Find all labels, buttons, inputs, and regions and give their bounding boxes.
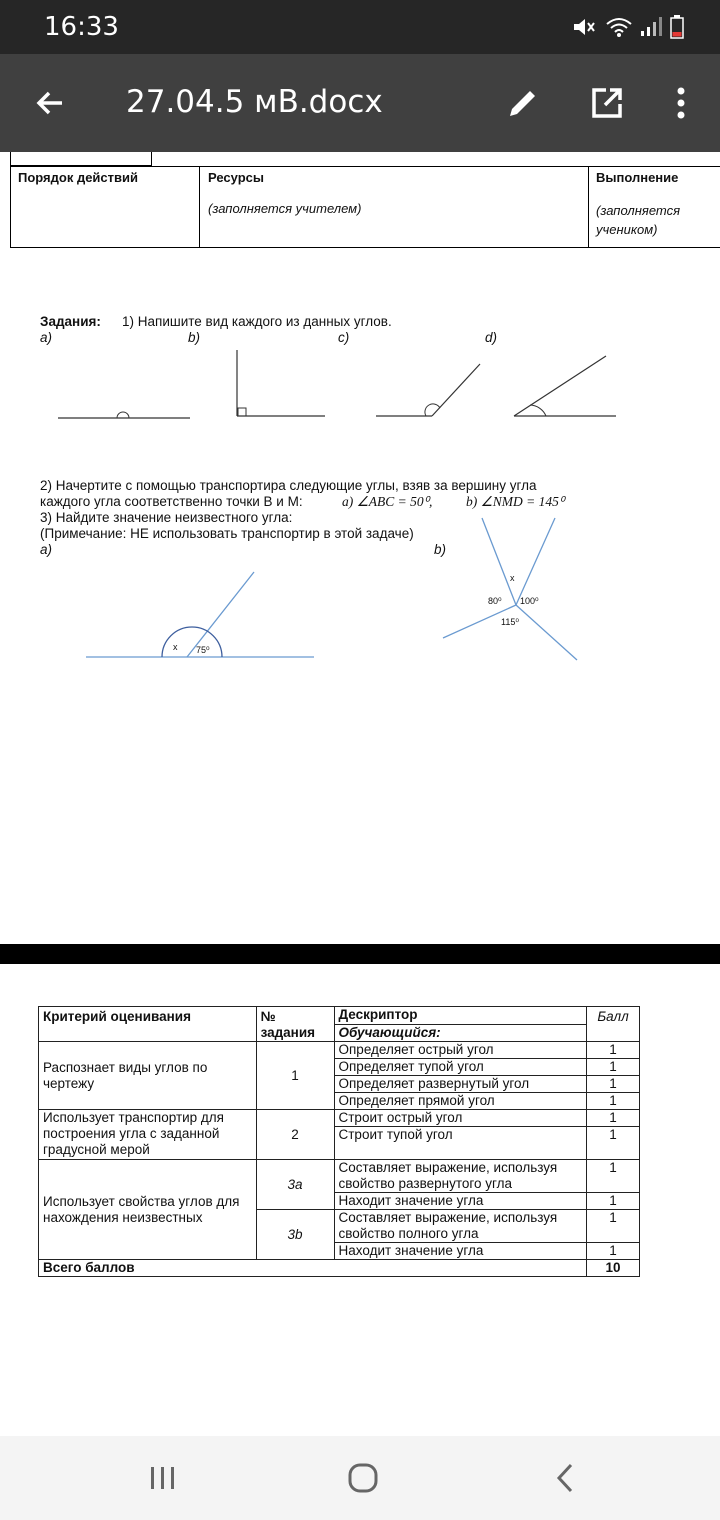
status-icons bbox=[572, 14, 684, 40]
descriptor: Строит тупой угол bbox=[334, 1127, 587, 1160]
more-vert-icon bbox=[676, 86, 686, 120]
clock: 16:33 bbox=[44, 12, 119, 42]
header-criterion: Критерий оценивания bbox=[39, 1007, 257, 1042]
criterion-3: Использует свойства углов для нахождения неизвестных bbox=[39, 1160, 257, 1260]
document-title: 27.04.5 мВ.docx bbox=[126, 84, 383, 120]
total-score: 10 bbox=[587, 1260, 640, 1277]
header-descriptor: Дескриптор bbox=[334, 1007, 587, 1025]
open-external-button[interactable] bbox=[583, 79, 631, 127]
header-procedure: Порядок действий bbox=[18, 170, 138, 185]
task-number-1: 1 bbox=[256, 1042, 334, 1110]
task-number-2: 2 bbox=[256, 1110, 334, 1160]
descriptor: Составляет выражение, используя свойство развернутого угла bbox=[334, 1160, 587, 1193]
document-page-2[interactable] bbox=[0, 964, 720, 1436]
angle-figures-task1 bbox=[0, 342, 720, 422]
navigation-bar bbox=[0, 1436, 720, 1520]
execution-note: (заполняется учеником) bbox=[596, 203, 681, 237]
edit-button[interactable] bbox=[499, 79, 547, 127]
task3-text: 3) Найдите значение неизвестного угла: bbox=[40, 510, 293, 525]
score: 1 bbox=[587, 1210, 640, 1243]
score: 1 bbox=[587, 1243, 640, 1260]
table-header-row bbox=[39, 1007, 640, 1025]
descriptor: Определяет тупой угол bbox=[334, 1059, 587, 1076]
score: 1 bbox=[587, 1193, 640, 1210]
label-a: a) bbox=[40, 330, 53, 345]
task2-b: b) ∠NMD = 145⁰ bbox=[466, 494, 565, 509]
pencil-icon bbox=[506, 86, 540, 120]
task3-label-b: b) bbox=[434, 542, 447, 557]
table-row bbox=[39, 1160, 640, 1193]
descriptor: Составляет выражение, используя свойство полного угла bbox=[334, 1210, 587, 1243]
header-student: Обучающийся: bbox=[334, 1024, 587, 1042]
score: 1 bbox=[587, 1160, 640, 1193]
back-arrow-icon bbox=[34, 87, 66, 119]
task3-label-a: a) bbox=[40, 542, 53, 557]
task3-note: (Примечание: НЕ использовать транспортир в этой задаче) bbox=[40, 526, 414, 541]
score: 1 bbox=[587, 1093, 640, 1110]
descriptor: Находит значение угла bbox=[334, 1193, 587, 1210]
open-external-icon bbox=[590, 86, 624, 120]
table-row bbox=[39, 1110, 640, 1127]
descriptor: Строит острый угол bbox=[334, 1110, 587, 1127]
header-resources: Ресурсы bbox=[208, 170, 264, 185]
tasks-heading: Задания: bbox=[40, 314, 101, 329]
score: 1 bbox=[587, 1110, 640, 1127]
label-c: c) bbox=[338, 330, 350, 345]
home-icon bbox=[347, 1462, 379, 1494]
descriptor: Определяет острый угол bbox=[334, 1042, 587, 1059]
label-b: b) bbox=[188, 330, 201, 345]
descriptor: Определяет прямой угол bbox=[334, 1093, 587, 1110]
task2-line1: 2) Начертите с помощью транспортира следующие углы, взяв за вершину угла bbox=[40, 478, 537, 493]
figure-3b-x: x bbox=[510, 573, 515, 583]
descriptor: Определяет развернутый угол bbox=[334, 1076, 587, 1093]
header-score: Балл bbox=[587, 1007, 640, 1042]
nav-back-icon bbox=[553, 1462, 577, 1494]
figure-3a-x: x bbox=[173, 642, 178, 652]
table-row bbox=[39, 1042, 640, 1059]
app-bar bbox=[0, 54, 720, 152]
previous-row-cell bbox=[10, 152, 152, 166]
criterion-2: Использует транспортир для построения угла с заданной градусной мерой bbox=[39, 1110, 257, 1160]
score: 1 bbox=[587, 1127, 640, 1160]
mute-icon bbox=[572, 16, 598, 38]
wifi-icon bbox=[606, 16, 632, 38]
recent-apps-icon bbox=[148, 1464, 178, 1492]
descriptor: Находит значение угла bbox=[334, 1243, 587, 1260]
header-task-number: № задания bbox=[256, 1007, 334, 1042]
figure-3b-angle-100: 100⁰ bbox=[520, 596, 539, 606]
criteria-table bbox=[38, 1006, 640, 1277]
battery-icon bbox=[670, 15, 684, 39]
task2-line2: каждого угла соответственно точки B и M: bbox=[40, 494, 303, 509]
task2-a: a) ∠ABC = 50⁰, bbox=[342, 494, 433, 509]
figure-3b bbox=[440, 514, 580, 664]
score: 1 bbox=[587, 1042, 640, 1059]
task-number-3a: 3a bbox=[256, 1160, 334, 1210]
score: 1 bbox=[587, 1076, 640, 1093]
figure-3a-angle: 75⁰ bbox=[196, 645, 210, 655]
signal-icon bbox=[640, 16, 662, 38]
total-label: Всего баллов bbox=[39, 1260, 587, 1277]
status-bar bbox=[0, 0, 720, 54]
home-button[interactable] bbox=[341, 1456, 385, 1500]
figure-3b-angle-80: 80⁰ bbox=[488, 596, 502, 606]
resources-note: (заполняется учителем) bbox=[208, 201, 362, 216]
back-button[interactable] bbox=[26, 79, 74, 127]
nav-back-button[interactable] bbox=[543, 1456, 587, 1500]
document-page-1[interactable] bbox=[0, 152, 720, 944]
figure-3b-angle-115: 115⁰ bbox=[501, 617, 519, 627]
total-row bbox=[39, 1260, 640, 1277]
label-d: d) bbox=[485, 330, 498, 345]
recent-apps-button[interactable] bbox=[141, 1456, 185, 1500]
task-number-3b: 3b bbox=[256, 1210, 334, 1260]
task1-text: 1) Напишите вид каждого из данных углов. bbox=[122, 314, 392, 329]
score: 1 bbox=[587, 1059, 640, 1076]
header-execution: Выполнение bbox=[596, 170, 679, 185]
more-options-button[interactable] bbox=[657, 79, 705, 127]
page-separator bbox=[0, 944, 720, 964]
criterion-1: Распознает виды углов по чертежу bbox=[39, 1042, 257, 1110]
